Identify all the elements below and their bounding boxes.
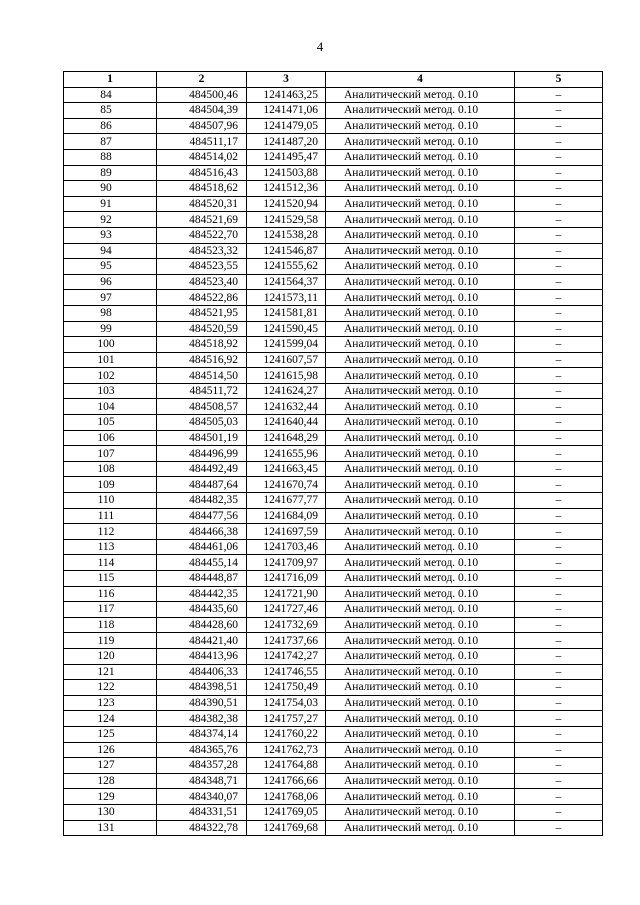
cell-x-coordinate: 484455,14 [157,555,247,571]
table-row [64,773,603,789]
table-row [64,321,603,337]
cell-point-number: 87 [64,134,157,150]
cell-y-coordinate: 1241573,11 [247,290,326,306]
table-row [64,259,603,275]
table-row [64,804,603,820]
cell-y-coordinate: 1241703,46 [247,539,326,555]
cell-x-coordinate: 484466,38 [157,524,247,540]
cell-point-number: 125 [64,726,157,742]
cell-y-coordinate: 1241538,28 [247,227,326,243]
cell-description: – [515,87,603,103]
cell-description: – [515,305,603,321]
cell-y-coordinate: 1241754,03 [247,695,326,711]
cell-x-coordinate: 484492,49 [157,461,247,477]
table-row [64,196,603,212]
cell-y-coordinate: 1241760,22 [247,726,326,742]
cell-method: Аналитический метод. 0.10 [326,243,515,259]
cell-x-coordinate: 484514,02 [157,149,247,165]
cell-x-coordinate: 484518,62 [157,181,247,197]
cell-point-number: 112 [64,524,157,540]
cell-x-coordinate: 484496,99 [157,446,247,462]
cell-x-coordinate: 484348,71 [157,773,247,789]
table-row [64,571,603,587]
cell-description: – [515,773,603,789]
cell-x-coordinate: 484523,40 [157,274,247,290]
cell-y-coordinate: 1241555,62 [247,259,326,275]
cell-y-coordinate: 1241709,97 [247,555,326,571]
table-row [64,243,603,259]
cell-x-coordinate: 484435,60 [157,602,247,618]
cell-y-coordinate: 1241732,69 [247,617,326,633]
cell-point-number: 124 [64,711,157,727]
cell-y-coordinate: 1241721,90 [247,586,326,602]
cell-method: Аналитический метод. 0.10 [326,648,515,664]
cell-y-coordinate: 1241512,36 [247,181,326,197]
cell-x-coordinate: 484428,60 [157,617,247,633]
cell-x-coordinate: 484520,31 [157,196,247,212]
cell-description: – [515,633,603,649]
cell-point-number: 119 [64,633,157,649]
table-row [64,165,603,181]
cell-y-coordinate: 1241648,29 [247,430,326,446]
cell-method: Аналитический метод. 0.10 [326,617,515,633]
cell-point-number: 89 [64,165,157,181]
cell-x-coordinate: 484382,38 [157,711,247,727]
cell-description: – [515,321,603,337]
cell-y-coordinate: 1241670,74 [247,477,326,493]
cell-y-coordinate: 1241769,68 [247,820,326,836]
table-row [64,524,603,540]
cell-point-number: 86 [64,118,157,134]
cell-point-number: 128 [64,773,157,789]
cell-x-coordinate: 484516,92 [157,352,247,368]
table-row [64,602,603,618]
table-row [64,742,603,758]
cell-point-number: 94 [64,243,157,259]
cell-x-coordinate: 484477,56 [157,508,247,524]
cell-y-coordinate: 1241564,37 [247,274,326,290]
table-row [64,695,603,711]
cell-point-number: 105 [64,415,157,431]
cell-x-coordinate: 484521,95 [157,305,247,321]
cell-point-number: 102 [64,368,157,384]
table-row [64,539,603,555]
cell-description: – [515,524,603,540]
cell-description: – [515,212,603,228]
column-header-y: 3 [247,72,326,88]
cell-method: Аналитический метод. 0.10 [326,477,515,493]
cell-y-coordinate: 1241520,94 [247,196,326,212]
cell-y-coordinate: 1241677,77 [247,493,326,509]
table-row [64,352,603,368]
cell-method: Аналитический метод. 0.10 [326,664,515,680]
column-header-x: 2 [157,72,247,88]
cell-x-coordinate: 484374,14 [157,726,247,742]
cell-y-coordinate: 1241487,20 [247,134,326,150]
cell-x-coordinate: 484516,43 [157,165,247,181]
cell-method: Аналитический метод. 0.10 [326,259,515,275]
cell-description: – [515,446,603,462]
cell-x-coordinate: 484331,51 [157,804,247,820]
table-row [64,461,603,477]
cell-description: – [515,695,603,711]
table-row [64,149,603,165]
cell-x-coordinate: 484521,69 [157,212,247,228]
cell-description: – [515,165,603,181]
cell-point-number: 121 [64,664,157,680]
cell-x-coordinate: 484518,92 [157,337,247,353]
cell-description: – [515,337,603,353]
cell-x-coordinate: 484500,46 [157,87,247,103]
cell-point-number: 129 [64,789,157,805]
table-row [64,290,603,306]
cell-description: – [515,789,603,805]
cell-description: – [515,820,603,836]
cell-description: – [515,149,603,165]
cell-y-coordinate: 1241624,27 [247,383,326,399]
cell-point-number: 96 [64,274,157,290]
cell-method: Аналитический метод. 0.10 [326,368,515,384]
table-row [64,617,603,633]
cell-method: Аналитический метод. 0.10 [326,415,515,431]
cell-x-coordinate: 484406,33 [157,664,247,680]
cell-description: – [515,181,603,197]
cell-y-coordinate: 1241581,81 [247,305,326,321]
cell-x-coordinate: 484357,28 [157,758,247,774]
cell-y-coordinate: 1241750,49 [247,680,326,696]
cell-description: – [515,274,603,290]
cell-x-coordinate: 484501,19 [157,430,247,446]
cell-method: Аналитический метод. 0.10 [326,726,515,742]
cell-point-number: 113 [64,539,157,555]
cell-description: – [515,290,603,306]
cell-description: – [515,539,603,555]
cell-description: – [515,742,603,758]
cell-point-number: 126 [64,742,157,758]
cell-description: – [515,648,603,664]
cell-y-coordinate: 1241471,06 [247,103,326,119]
cell-y-coordinate: 1241495,47 [247,149,326,165]
cell-point-number: 97 [64,290,157,306]
cell-y-coordinate: 1241463,25 [247,87,326,103]
cell-point-number: 95 [64,259,157,275]
cell-point-number: 108 [64,461,157,477]
column-header-description: 5 [515,72,603,88]
cell-x-coordinate: 484365,76 [157,742,247,758]
table-row [64,586,603,602]
cell-method: Аналитический метод. 0.10 [326,586,515,602]
cell-method: Аналитический метод. 0.10 [326,695,515,711]
cell-method: Аналитический метод. 0.10 [326,305,515,321]
table-row [64,212,603,228]
cell-y-coordinate: 1241766,66 [247,773,326,789]
cell-y-coordinate: 1241529,58 [247,212,326,228]
cell-y-coordinate: 1241640,44 [247,415,326,431]
cell-y-coordinate: 1241769,05 [247,804,326,820]
cell-point-number: 100 [64,337,157,353]
cell-method: Аналитический метод. 0.10 [326,602,515,618]
table-row [64,383,603,399]
cell-description: – [515,571,603,587]
cell-y-coordinate: 1241479,05 [247,118,326,134]
cell-y-coordinate: 1241655,96 [247,446,326,462]
table-row [64,103,603,119]
cell-point-number: 117 [64,602,157,618]
cell-point-number: 93 [64,227,157,243]
cell-method: Аналитический метод. 0.10 [326,181,515,197]
cell-x-coordinate: 484442,35 [157,586,247,602]
cell-point-number: 131 [64,820,157,836]
cell-description: – [515,493,603,509]
table-row [64,726,603,742]
cell-point-number: 120 [64,648,157,664]
cell-method: Аналитический метод. 0.10 [326,804,515,820]
cell-y-coordinate: 1241737,66 [247,633,326,649]
cell-y-coordinate: 1241697,59 [247,524,326,540]
cell-y-coordinate: 1241746,55 [247,664,326,680]
cell-method: Аналитический метод. 0.10 [326,165,515,181]
cell-description: – [515,461,603,477]
table-body [64,87,603,836]
cell-method: Аналитический метод. 0.10 [326,399,515,415]
cell-point-number: 110 [64,493,157,509]
table-row [64,648,603,664]
table-row [64,274,603,290]
cell-method: Аналитический метод. 0.10 [326,508,515,524]
table-row [64,227,603,243]
cell-method: Аналитический метод. 0.10 [326,430,515,446]
cell-description: – [515,617,603,633]
cell-description: – [515,804,603,820]
table-row [64,555,603,571]
cell-point-number: 103 [64,383,157,399]
cell-method: Аналитический метод. 0.10 [326,274,515,290]
coordinates-table [63,71,603,836]
cell-x-coordinate: 484523,32 [157,243,247,259]
cell-method: Аналитический метод. 0.10 [326,524,515,540]
cell-method: Аналитический метод. 0.10 [326,352,515,368]
cell-y-coordinate: 1241716,09 [247,571,326,587]
cell-y-coordinate: 1241632,44 [247,399,326,415]
cell-description: – [515,726,603,742]
cell-description: – [515,134,603,150]
table-row [64,134,603,150]
cell-y-coordinate: 1241599,04 [247,337,326,353]
cell-y-coordinate: 1241663,45 [247,461,326,477]
table-row [64,399,603,415]
table-row [64,493,603,509]
cell-method: Аналитический метод. 0.10 [326,711,515,727]
cell-y-coordinate: 1241762,73 [247,742,326,758]
table-row [64,415,603,431]
cell-description: – [515,383,603,399]
table-row [64,87,603,103]
cell-point-number: 122 [64,680,157,696]
cell-method: Аналитический метод. 0.10 [326,196,515,212]
cell-description: – [515,555,603,571]
cell-x-coordinate: 484523,55 [157,259,247,275]
cell-method: Аналитический метод. 0.10 [326,773,515,789]
cell-y-coordinate: 1241546,87 [247,243,326,259]
cell-description: – [515,602,603,618]
cell-y-coordinate: 1241503,88 [247,165,326,181]
cell-x-coordinate: 484461,06 [157,539,247,555]
cell-x-coordinate: 484322,78 [157,820,247,836]
table-row [64,430,603,446]
cell-point-number: 107 [64,446,157,462]
cell-y-coordinate: 1241757,27 [247,711,326,727]
cell-description: – [515,680,603,696]
table-row [64,711,603,727]
cell-x-coordinate: 484511,72 [157,383,247,399]
cell-x-coordinate: 484398,51 [157,680,247,696]
cell-x-coordinate: 484514,50 [157,368,247,384]
cell-description: – [515,758,603,774]
cell-method: Аналитический метод. 0.10 [326,321,515,337]
cell-description: – [515,368,603,384]
table-row [64,118,603,134]
cell-method: Аналитический метод. 0.10 [326,461,515,477]
cell-y-coordinate: 1241764,88 [247,758,326,774]
cell-description: – [515,415,603,431]
cell-description: – [515,196,603,212]
cell-point-number: 85 [64,103,157,119]
cell-method: Аналитический метод. 0.10 [326,337,515,353]
cell-description: – [515,399,603,415]
cell-description: – [515,711,603,727]
cell-x-coordinate: 484390,51 [157,695,247,711]
cell-point-number: 84 [64,87,157,103]
cell-point-number: 88 [64,149,157,165]
cell-y-coordinate: 1241727,46 [247,602,326,618]
table-row [64,368,603,384]
cell-method: Аналитический метод. 0.10 [326,758,515,774]
cell-method: Аналитический метод. 0.10 [326,118,515,134]
cell-point-number: 91 [64,196,157,212]
cell-description: – [515,103,603,119]
cell-x-coordinate: 484482,35 [157,493,247,509]
cell-y-coordinate: 1241590,45 [247,321,326,337]
cell-method: Аналитический метод. 0.10 [326,680,515,696]
cell-method: Аналитический метод. 0.10 [326,134,515,150]
cell-description: – [515,664,603,680]
cell-x-coordinate: 484413,96 [157,648,247,664]
cell-point-number: 114 [64,555,157,571]
cell-y-coordinate: 1241615,98 [247,368,326,384]
cell-description: – [515,243,603,259]
cell-description: – [515,430,603,446]
page-number: 4 [316,39,324,54]
cell-point-number: 116 [64,586,157,602]
table-header-row [64,72,603,88]
cell-description: – [515,352,603,368]
cell-method: Аналитический метод. 0.10 [326,103,515,119]
cell-method: Аналитический метод. 0.10 [326,87,515,103]
cell-y-coordinate: 1241684,09 [247,508,326,524]
cell-point-number: 109 [64,477,157,493]
table-row [64,337,603,353]
cell-point-number: 127 [64,758,157,774]
table-row [64,680,603,696]
cell-method: Аналитический метод. 0.10 [326,212,515,228]
table-row [64,633,603,649]
cell-description: – [515,259,603,275]
cell-point-number: 90 [64,181,157,197]
cell-description: – [515,586,603,602]
cell-x-coordinate: 484522,86 [157,290,247,306]
cell-point-number: 92 [64,212,157,228]
cell-method: Аналитический метод. 0.10 [326,789,515,805]
cell-method: Аналитический метод. 0.10 [326,446,515,462]
cell-description: – [515,227,603,243]
cell-x-coordinate: 484505,03 [157,415,247,431]
column-header-method: 4 [326,72,515,88]
cell-point-number: 98 [64,305,157,321]
table-row [64,820,603,836]
table-row [64,508,603,524]
cell-method: Аналитический метод. 0.10 [326,555,515,571]
cell-method: Аналитический метод. 0.10 [326,742,515,758]
cell-point-number: 106 [64,430,157,446]
cell-description: – [515,508,603,524]
table-row [64,305,603,321]
cell-method: Аналитический метод. 0.10 [326,820,515,836]
cell-y-coordinate: 1241742,27 [247,648,326,664]
cell-x-coordinate: 484507,96 [157,118,247,134]
table-row [64,664,603,680]
cell-method: Аналитический метод. 0.10 [326,227,515,243]
cell-x-coordinate: 484504,39 [157,103,247,119]
table-row [64,477,603,493]
cell-point-number: 111 [64,508,157,524]
cell-point-number: 99 [64,321,157,337]
cell-x-coordinate: 484520,59 [157,321,247,337]
cell-description: – [515,477,603,493]
cell-method: Аналитический метод. 0.10 [326,539,515,555]
cell-method: Аналитический метод. 0.10 [326,149,515,165]
cell-x-coordinate: 484448,87 [157,571,247,587]
table-row [64,181,603,197]
cell-method: Аналитический метод. 0.10 [326,290,515,306]
cell-point-number: 118 [64,617,157,633]
cell-point-number: 123 [64,695,157,711]
cell-point-number: 104 [64,399,157,415]
column-header-point-number: 1 [64,72,157,88]
cell-point-number: 115 [64,571,157,587]
cell-point-number: 130 [64,804,157,820]
cell-x-coordinate: 484508,57 [157,399,247,415]
table-row [64,758,603,774]
table-row [64,789,603,805]
cell-x-coordinate: 484340,07 [157,789,247,805]
cell-x-coordinate: 484421,40 [157,633,247,649]
cell-y-coordinate: 1241607,57 [247,352,326,368]
table-row [64,446,603,462]
cell-method: Аналитический метод. 0.10 [326,571,515,587]
cell-method: Аналитический метод. 0.10 [326,493,515,509]
cell-x-coordinate: 484511,17 [157,134,247,150]
cell-point-number: 101 [64,352,157,368]
cell-method: Аналитический метод. 0.10 [326,383,515,399]
cell-x-coordinate: 484487,64 [157,477,247,493]
cell-x-coordinate: 484522,70 [157,227,247,243]
cell-description: – [515,118,603,134]
cell-method: Аналитический метод. 0.10 [326,633,515,649]
cell-y-coordinate: 1241768,06 [247,789,326,805]
